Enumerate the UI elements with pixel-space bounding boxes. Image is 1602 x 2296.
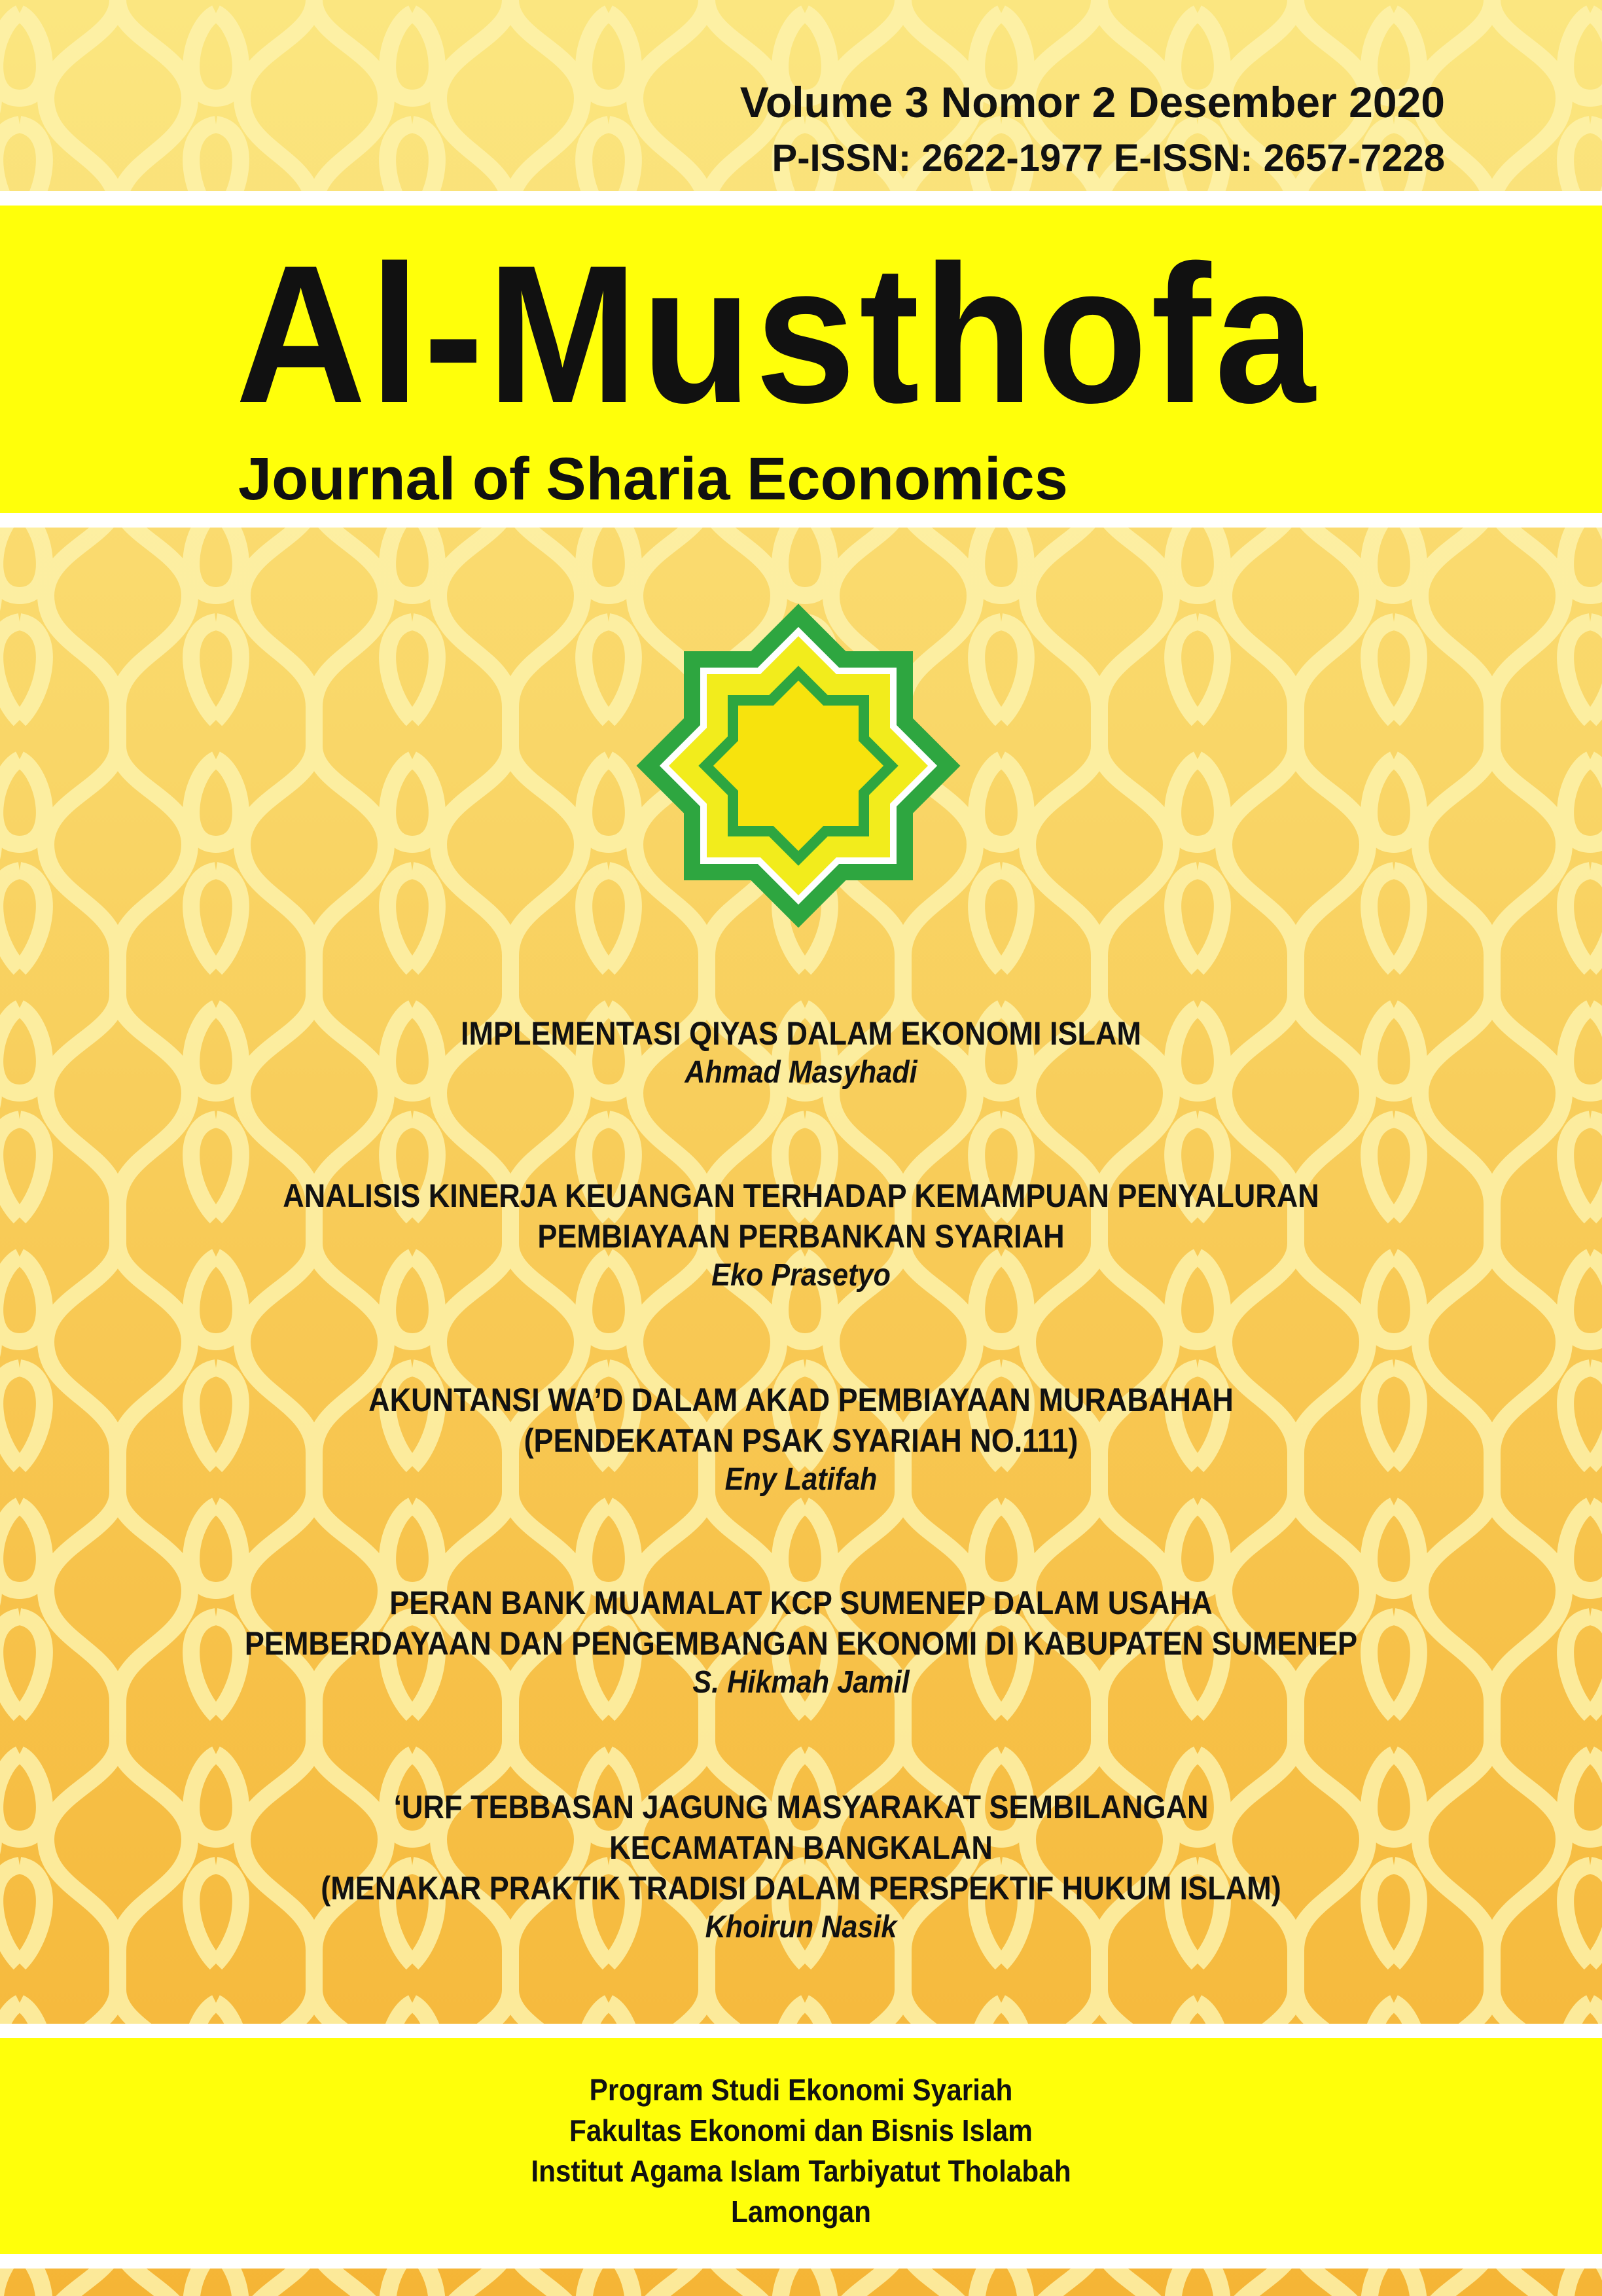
article-title-line: AKUNTANSI WA’D DALAM AKAD PEMBIAYAAN MURABAHAH xyxy=(368,1382,1234,1418)
article-5 xyxy=(147,1787,1455,1946)
article-4 xyxy=(147,1583,1455,1702)
article-title-line: PEMBIAYAAN PERBANKAN SYARIAH xyxy=(537,1218,1065,1255)
article-3 xyxy=(147,1380,1455,1499)
article-author: Ahmad Masyhadi xyxy=(685,1055,917,1090)
footer-top-rule xyxy=(0,2024,1602,2038)
article-author: Khoirun Nasik xyxy=(705,1910,897,1945)
masthead-bottom-rule xyxy=(0,513,1602,528)
article-title-line: PEMBERDAYAAN DAN PENGEMBANGAN EKONOMI DI KABUPATEN SUMENEP xyxy=(244,1625,1358,1662)
article-1 xyxy=(147,1013,1455,1092)
issn-line: P-ISSN: 2622-1977 E-ISSN: 2657-7228 xyxy=(772,137,1445,179)
article-title-line: ‘URF TEBBASAN JAGUNG MASYARAKAT SEMBILANGAN xyxy=(393,1789,1209,1825)
publisher-info xyxy=(147,2070,1455,2232)
issue-volume-line: Volume 3 Nomor 2 Desember 2020 xyxy=(739,78,1445,126)
masthead-top-rule xyxy=(0,191,1602,206)
logo-center-star xyxy=(713,681,883,851)
publisher-faculty: Fakultas Ekonomi dan Bisnis Islam xyxy=(569,2113,1033,2147)
journal-title xyxy=(236,224,1414,452)
article-title-line: PERAN BANK MUAMALAT KCP SUMENEP DALAM USAHA xyxy=(389,1585,1213,1621)
publisher-city: Lamongan xyxy=(731,2195,871,2229)
article-title: IMPLEMENTASI QIYAS DALAM EKONOMI ISLAM xyxy=(460,1015,1142,1052)
octagram-star-icon xyxy=(609,576,988,956)
article-author: Eko Prasetyo xyxy=(711,1258,891,1293)
article-title-line: (MENAKAR PRAKTIK TRADISI DALAM PERSPEKTIF HUKUM ISLAM) xyxy=(321,1870,1281,1907)
footer-bottom-rule xyxy=(0,2254,1602,2269)
article-title-line: ANALISIS KINERJA KEUANGAN TERHADAP KEMAMPUAN PENYALURAN xyxy=(283,1177,1319,1214)
article-title-line: (PENDEKATAN PSAK SYARIAH NO.111) xyxy=(524,1422,1078,1459)
article-author: Eny Latifah xyxy=(724,1462,878,1497)
journal-subtitle: Journal of Sharia Economics xyxy=(238,446,1068,512)
article-author: S. Hikmah Jamil xyxy=(692,1665,910,1700)
publisher-program: Program Studi Ekonomi Syariah xyxy=(589,2073,1013,2107)
article-title-line: KECAMATAN BANGKALAN xyxy=(609,1829,993,1866)
article-2 xyxy=(147,1175,1455,1295)
publisher-institute: Institut Agama Islam Tarbiyatut Tholabah xyxy=(531,2154,1071,2188)
journal-title-text: Al-Musthofa xyxy=(236,224,1319,444)
